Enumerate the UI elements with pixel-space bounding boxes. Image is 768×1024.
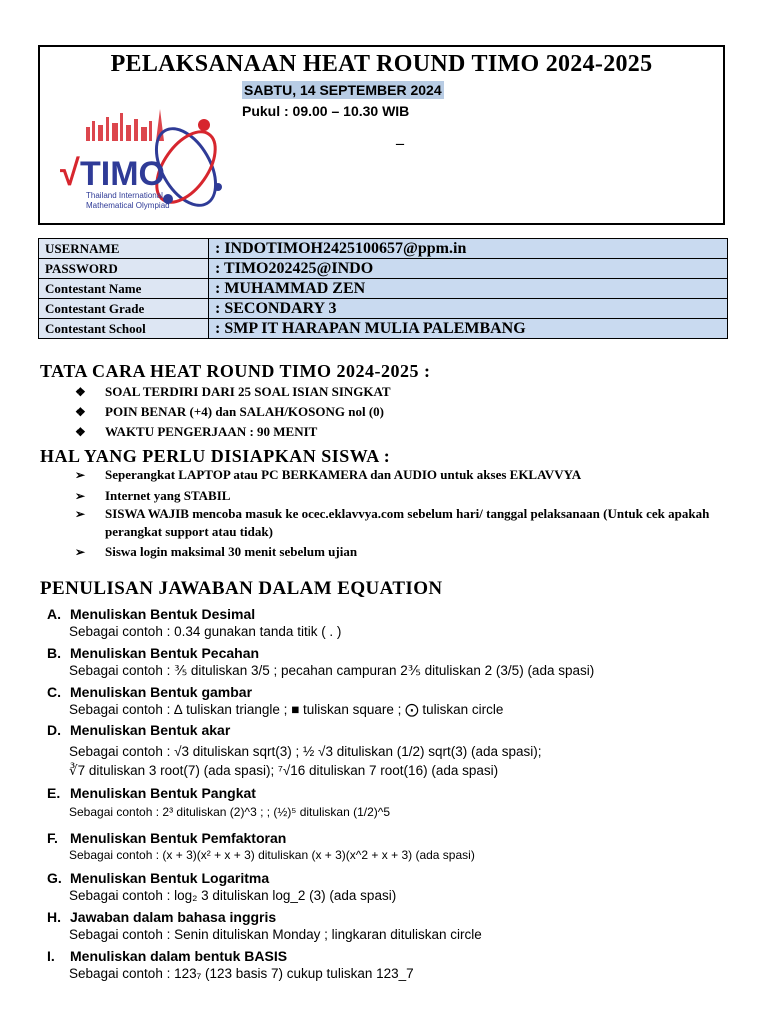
rule-example: Sebagai contoh : √3 dituliskan sqrt(3) ; ½ √3 dituliskan (1/2) sqrt(3) (ada spasi); [69,744,542,759]
rule-example-2: ∛7 dituliskan 3 root(7) (ada spasi); ⁷√16 dituliskan 7 root(16) (ada spasi) [69,763,499,778]
row-value: : SECONDARY 3 [209,299,728,319]
diamond-bullet-icon: ❖ [75,385,86,399]
diamond-bullet-icon: ❖ [75,425,86,439]
rule-example: Sebagai contoh : 2³ dituliskan (2)^3 ; ; (½)⁵ dituliskan (1/2)^5 [69,805,391,819]
list-item: ❖ POIN BENAR (+4) dan SALAH/KOSONG nol (0) [75,402,391,422]
row-value: : TIMO202425@INDO [209,259,728,279]
rule-example: Sebagai contoh : log₂ 3 dituliskan log_2 (3) (ada spasi) [69,888,397,903]
row-key: Contestant School [39,319,209,339]
table-row [39,319,728,339]
list-item: ❖ SOAL TERDIRI DARI 25 SOAL ISIAN SINGKAT [75,382,391,402]
svg-text:Thailand International: Thailand International [86,191,163,200]
event-date: SABTU, 14 SEPTEMBER 2024 [244,82,442,98]
rule-example: Sebagai contoh : 0.34 gunakan tanda titik ( . ) [69,624,342,639]
rule-item: A. Menuliskan Bentuk Desimal Sebagai contoh : 0.34 gunakan tanda titik ( . ) [47,606,342,639]
arrow-bullet-icon: ➢ [75,545,86,559]
row-key: Contestant Grade [39,299,209,319]
list-item: ➢ Seperangkat LAPTOP atau PC BERKAMERA dan AUDIO untuk akses EKLAVVYA [75,467,582,482]
rule-item: C. Menuliskan Bentuk gambar Sebagai contoh : ∆ tuliskan triangle ; ■ tuliskan square ; ⨀ tuliskan circle [47,684,504,717]
rule-item: H. Jawaban dalam bahasa inggris Sebagai contoh : Senin dituliskan Monday ; lingkaran dituliskan circle [47,909,482,942]
rule-item: E. Menuliskan Bentuk Pangkat Sebagai contoh : 2³ dituliskan (2)^3 ; ; (½)⁵ dituliskan (1/2)^5 [47,785,390,822]
timo-logo [56,95,232,215]
dash-mark: – [396,135,404,152]
table-row [39,299,728,319]
persiapan-heading: HAL YANG PERLU DISIAPKAN SISWA : [40,446,391,466]
tata-cara-heading: TATA CARA HEAT ROUND TIMO 2024-2025 : [40,361,431,381]
table-row [39,239,728,259]
credentials-table [38,238,728,339]
rule-example: Sebagai contoh : ∆ tuliskan triangle ; ■ tuliskan square ; ⨀ tuliskan circle [69,702,504,717]
svg-text:Mathematical Olympiad: Mathematical Olympiad [86,201,170,210]
rule-item: G. Menuliskan Bentuk Logaritma Sebagai contoh : log₂ 3 dituliskan log_2 (3) (ada spasi) [47,870,397,903]
diamond-bullet-icon: ❖ [75,405,86,419]
rule-example: Sebagai contoh : Senin dituliskan Monday ; lingkaran dituliskan circle [69,927,482,942]
tata-cara-list [75,382,391,442]
penulisan-heading: PENULISAN JAWABAN DALAM EQUATION [40,578,443,599]
rule-item: B. Menuliskan Bentuk Pecahan Sebagai contoh : ⅗ dituliskan 3/5 ; pecahan campuran 2⅗ dituliskan 2 (3/5) (ada spasi) [47,645,595,678]
rule-example: Sebagai contoh : 123₇ (123 basis 7) cukup tuliskan 123_7 [69,966,414,981]
arrow-bullet-icon: ➢ [75,468,86,482]
list-item: ❖ WAKTU PENGERJAAN : 90 MENIT [75,422,391,442]
row-key: USERNAME [39,239,209,259]
table-row [39,259,728,279]
rule-example: Sebagai contoh : ⅗ dituliskan 3/5 ; pecahan campuran 2⅗ dituliskan 2 (3/5) (ada spasi) [69,663,595,678]
header-box [38,45,725,225]
persiapan-list [75,466,745,561]
row-value: : SMP IT HARAPAN MULIA PALEMBANG [209,319,728,339]
row-key: PASSWORD [39,259,209,279]
svg-text:√: √ [60,152,80,193]
row-value: : INDOTIMOH2425100657@ppm.in [209,239,728,259]
list-item: ➢ Internet yang STABIL [75,488,231,503]
event-time: Pukul : 09.00 – 10.30 WIB [242,103,410,119]
svg-text:TIMO: TIMO [80,155,165,193]
list-item: ➢ Siswa login maksimal 30 menit sebelum ujian [75,544,358,559]
list-item: ➢ SISWA WAJIB mencoba masuk ke ocec.eklavvya.com sebelum hari/ tanggal pelaksanaan (Untuk cek apakah perangkat support atau tidak) [75,506,710,539]
page-title: PELAKSANAAN HEAT ROUND TIMO 2024-2025 [110,51,653,77]
rule-item: I. Menuliskan dalam bentuk BASIS Sebagai contoh : 123₇ (123 basis 7) cukup tuliskan 123_7 [47,948,414,981]
arrow-bullet-icon: ➢ [75,507,86,521]
table-row [39,279,728,299]
rule-example: Sebagai contoh : (x + 3)(x² + x + 3) dituliskan (x + 3)(x^2 + x + 3) (ada spasi) [69,848,475,862]
rule-item: F. Menuliskan Bentuk Pemfaktoran Sebagai contoh : (x + 3)(x² + x + 3) dituliskan (x + 3)(x^2 + x + 3) (ada spasi) [47,830,475,865]
arrow-bullet-icon: ➢ [75,489,86,503]
row-key: Contestant Name [39,279,209,299]
row-value: : MUHAMMAD ZEN [209,279,728,299]
rule-item: D. Menuliskan Bentuk akar Sebagai contoh : √3 dituliskan sqrt(3) ; ½ √3 dituliskan (1/2) sqrt(3) (ada spasi); ∛7 dituliskan 3 root(7) (ada spasi); ⁷√16 dituliskan 7 root(16) (ada spasi) [47,722,542,778]
